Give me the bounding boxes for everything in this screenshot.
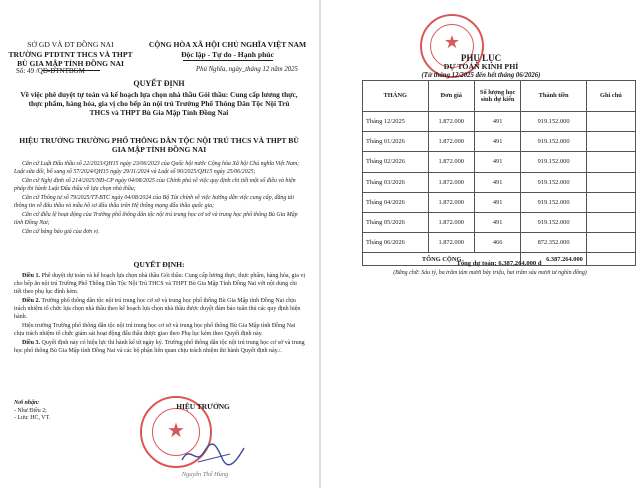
signer-title: HIỆU TRƯỞNG	[176, 402, 230, 411]
table-row	[363, 212, 636, 232]
recipients-label: Nơi nhận:	[14, 400, 40, 406]
legal-bases	[14, 160, 306, 237]
column-header: Đơn giá	[428, 81, 474, 112]
column-header: Ghi chú	[586, 81, 635, 112]
month-cell: Tháng 04/2026	[363, 192, 429, 212]
note-cell	[586, 172, 635, 192]
national-motto	[140, 40, 315, 61]
article-text: Phê duyệt dự toán và kế hoạch lựa chọn nhà thầu Gói thầu: Cung cấp lương thực, thực phẩm, hàng hóa, gia vị cho bếp ăn nội trú Trường Phổ Thông Dân Tộc Nội Trú THCS và THPT Bù Gia Mập Tỉnh Đồng Nai với nội dung chi tiết theo phụ lục đính kèm.	[14, 273, 306, 295]
article-label: Điều 2.	[22, 298, 40, 304]
note-cell	[586, 132, 635, 152]
article-text: Quyết định này có hiệu lực thi hành kể từ ngày ký. Trường phổ thông dân tộc nội trú trung học cơ sở và trung học phổ thông Bù Gia Mập tỉnh Đồng Nai và các bộ phận liên quan chịu trách nhiệm thi hành Quyết định này./.	[14, 340, 305, 354]
appendix-period: (Từ tháng 12/2025 đến hết tháng 06/2026)	[421, 72, 541, 79]
signature-icon	[178, 440, 248, 468]
appendix-subtitle: DỰ TOÁN KINH PHÍ	[443, 62, 519, 71]
article-2	[14, 297, 306, 321]
total-label: TỔNG CỘNG	[363, 253, 521, 266]
amount-cell: 872.352.000	[521, 233, 587, 253]
org-line-2: TRƯỜNG PTDTNT THCS VÀ THPT	[8, 49, 133, 59]
table-header-row	[363, 81, 636, 112]
month-cell: Tháng 02/2026	[363, 152, 429, 172]
decision-title: QUYẾT ĐỊNH	[133, 79, 185, 88]
issuing-organization	[8, 40, 133, 71]
unit-price-cell: 1.872.000	[428, 212, 474, 232]
document-number: Số: 49 /QĐ-DTNTBGM	[16, 67, 85, 75]
articles	[14, 272, 306, 356]
unit-price-cell: 1.872.000	[428, 192, 474, 212]
legal-basis: Căn cứ Luật Đấu thầu số 22/2023/QH15 ngày 23/06/2023 của Quốc hội nước Cộng hòa Xã hội Chủ nghĩa Việt Nam; Luật sửa đổi, bổ sung số 57/2024/QH15 ngày 29/11/2024 và Luật số 90/2025/QH15 ngày 25/06/2025;	[14, 161, 300, 175]
legal-basis: Căn cứ bảng báo giá của đơn vị.	[22, 229, 100, 235]
article-2-cont	[14, 322, 306, 338]
amount-cell: 919.152.000	[521, 192, 587, 212]
month-cell: Tháng 05/2026	[363, 212, 429, 232]
legal-basis: Căn cứ Nghị định số 214/2025/NĐ-CP ngày 04/08/2025 của Chính phủ về việc quy định chi tiết một số điều và biện pháp thi hành Luật Đấu thầu về lựa chọn nhà thầu;	[14, 178, 296, 192]
column-header: THÁNG	[363, 81, 429, 112]
amount-cell: 919.152.000	[521, 132, 587, 152]
total-in-words: (Bằng chữ: Sáu tỷ, ba trăm tám mươi bảy triệu, hai trăm sáu mươi tư nghìn đồng)	[393, 270, 587, 276]
motto: Độc lập - Tự do - Hạnh phúc	[181, 49, 274, 59]
page-divider	[319, 0, 321, 488]
org-line-1: SỞ GD VÀ ĐT ĐỒNG NAI	[27, 40, 114, 49]
appendix-seal-icon: ★	[420, 14, 484, 78]
column-header: Số lượng học sinh dự kiến	[474, 81, 520, 112]
place-date: Phú Nghĩa, ngày ̲ tháng 12 năm 2025	[196, 66, 298, 73]
org-line-3: BÙ GIA MẬP TỈNH ĐỒNG NAI	[17, 59, 124, 68]
column-header: Thành tiền	[521, 81, 587, 112]
decision-subject: Về việc phê duyệt tự toán và kế hoạch lựa chọn nhà thầu Gói thầu: Cung cấp lương thực, thực phẩm, hàng hóa, gia vị cho bếp ăn nội trú Trường Phổ Thông Dân Tộc Nội Trú THCS và THPT Bù Gia Mập Tỉnh Đồng Nai	[20, 90, 298, 118]
amount-cell: 919.152.000	[521, 172, 587, 192]
article-text: Trường phổ thông dân tộc nội trú trung học cơ sở và trung học phổ thông Bù Gia Mập tỉnh Đồng Nai chịu trách nhiệm tổ chức lựa chọn nhà thầu theo kế hoạch lựa chọn nhà thầu được duyệt đảm bảo tuân thủ các quy định hiện hành.	[14, 298, 301, 320]
note-cell	[586, 152, 635, 172]
unit-price-cell: 1.872.000	[428, 233, 474, 253]
article-text: Hiệu trưởng Trường phổ thông dân tộc nội trú trung học cơ sở và trung học phổ thông Bù Gia Mập tỉnh Đồng Nai chịu trách nhiệm tổ chức giám sát hoạt động đấu thầu được giao theo Phụ lục kèm theo Quyết định này.	[14, 323, 296, 337]
students-cell: 491	[474, 172, 520, 192]
month-cell: Tháng 12/2025	[363, 112, 429, 132]
article-3	[14, 339, 306, 355]
table-row	[363, 132, 636, 152]
motto-underline	[183, 60, 273, 61]
article-label: Điều 3.	[22, 340, 40, 346]
issuing-authority: HIỆU TRƯỞNG TRƯỜNG PHỔ THÔNG DÂN TỘC NỘI TRÚ THCS VÀ THPT BÙ GIA MẬP TỈNH ĐỒNG NAI	[19, 136, 299, 155]
students-cell: 491	[474, 112, 520, 132]
signer-name: Nguyễn Thế Hùng	[181, 471, 229, 478]
note-cell	[586, 233, 635, 253]
amount-cell: 919.152.000	[521, 212, 587, 232]
legal-basis: Căn cứ điều lệ hoạt động của Trường phổ thông dân tộc nội trú trung học cơ sở và trung học phổ thông Bù Gia Mập tỉnh Đồng Nai;	[14, 212, 298, 226]
table-row	[363, 192, 636, 212]
decide-heading: QUYẾT ĐỊNH:	[133, 260, 185, 269]
article-1	[14, 272, 306, 296]
country-name: CỘNG HÒA XÃ HỘI CHỦ NGHĨA VIỆT NAM	[148, 40, 307, 49]
unit-price-cell: 1.872.000	[428, 112, 474, 132]
legal-basis: Căn cứ Thông tư số 79/2025/TT-BTC ngày 04/08/2024 của Bộ Tài chính về việc hướng dẫn việc cung cấp, đăng tải thông tin về đấu thầu và mẫu hồ sơ đấu thầu trên Hệ thống mạng đấu thầu quốc gia;	[14, 195, 294, 209]
article-label: Điều 1.	[22, 273, 40, 279]
note-cell	[586, 212, 635, 232]
appendix-title: PHỤ LỤC	[460, 53, 502, 63]
table-row	[363, 172, 636, 192]
budget-table	[362, 80, 636, 266]
students-cell: 466	[474, 233, 520, 253]
month-cell: Tháng 03/2026	[363, 172, 429, 192]
unit-price-cell: 1.872.000	[428, 132, 474, 152]
students-cell: 491	[474, 212, 520, 232]
total-estimate: Tổng dự toán: 6.387.264.000 đ	[456, 260, 542, 267]
recipients	[14, 400, 50, 423]
table-row	[363, 152, 636, 172]
students-cell: 491	[474, 152, 520, 172]
unit-price-cell: 1.872.000	[428, 172, 474, 192]
table-row	[363, 112, 636, 132]
unit-price-cell: 1.872.000	[428, 152, 474, 172]
recipient: - Lưu: HC, VT.	[14, 415, 51, 422]
amount-cell: 919.152.000	[521, 152, 587, 172]
students-cell: 491	[474, 132, 520, 152]
amount-cell: 919.152.000	[521, 112, 587, 132]
table-row	[363, 233, 636, 253]
month-cell: Tháng 06/2026	[363, 233, 429, 253]
note-cell	[586, 192, 635, 212]
note-cell	[586, 112, 635, 132]
recipient: - Như Điều 2;	[14, 407, 47, 414]
official-seal-icon: ★	[140, 396, 212, 468]
month-cell: Tháng 01/2026	[363, 132, 429, 152]
students-cell: 491	[474, 192, 520, 212]
total-amount: 6.387.264.000	[521, 253, 587, 266]
